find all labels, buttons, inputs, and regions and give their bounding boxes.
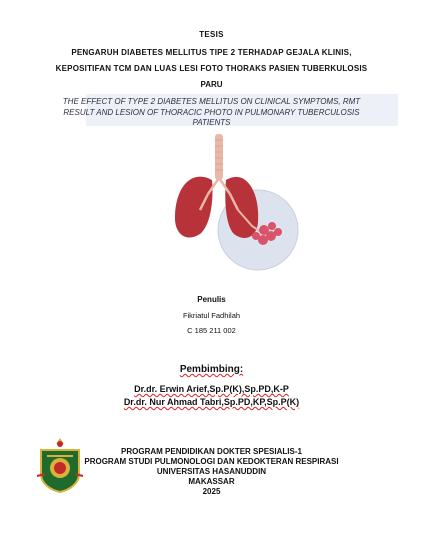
title-line-2: KEPOSITIFAN TCM DAN LUAS LESI FOTO THORAKS PASIEN TUBERKULOSIS bbox=[55, 64, 368, 73]
english-title-line-1: THE EFFECT OF TYPE 2 DIABETES MELLITUS ON CLINICAL SYMPTOMS, RMT bbox=[62, 97, 361, 106]
supervisor-2: Dr.dr. Nur Ahmad Tabri,Sp.PD,KP,Sp.P(K) bbox=[123, 397, 300, 407]
title-line-3: PARU bbox=[200, 80, 223, 89]
lungs-illustration bbox=[160, 130, 310, 280]
title-line-1: PENGARUH DIABETES MELLITUS TIPE 2 TERHADAP GEJALA KLINIS, bbox=[71, 48, 352, 57]
document-label: TESIS bbox=[199, 30, 224, 39]
author-name: Fikriatul Fadhilah bbox=[182, 311, 241, 320]
institution-line-4: MAKASSAR bbox=[188, 477, 235, 486]
english-title-line-2: RESULT AND LESION OF THORACIC PHOTO IN PULMONARY TUBERCULOSIS bbox=[63, 108, 360, 117]
institution-line-3: UNIVERSITAS HASANUDDIN bbox=[156, 467, 267, 476]
student-id: C 185 211 002 bbox=[187, 326, 236, 335]
institution-line-2: PROGRAM STUDI PULMONOLOGI DAN KEDOKTERAN RESPIRASI bbox=[84, 457, 339, 466]
supervisor-heading: Pembimbing: bbox=[179, 364, 244, 375]
institution-year: 2025 bbox=[202, 487, 221, 496]
english-title-line-3: PATIENTS bbox=[192, 118, 231, 127]
supervisor-1: Dr.dr. Erwin Arief,Sp.P(K),Sp.PD,K-P bbox=[134, 384, 289, 394]
institution-line-1: PROGRAM PENDIDIKAN DOKTER SPESIALIS-1 bbox=[121, 447, 302, 456]
author-heading: Penulis bbox=[197, 295, 226, 304]
